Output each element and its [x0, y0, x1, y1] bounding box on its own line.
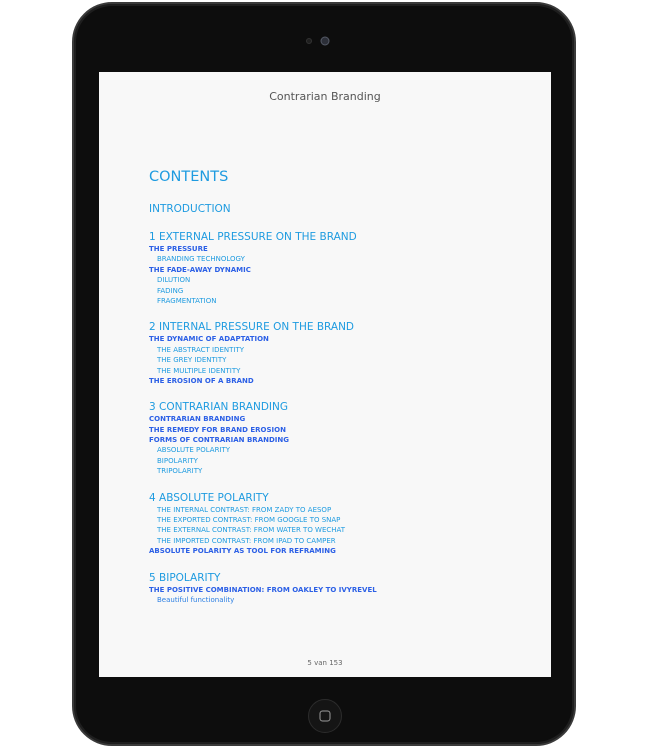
- toc-chapter-title[interactable]: 1 EXTERNAL PRESSURE ON THE BRAND: [149, 231, 357, 243]
- toc-subsection-link[interactable]: BIPOLARITY: [157, 456, 198, 465]
- toc-subsection-link[interactable]: FADING: [157, 286, 184, 295]
- toc-chapter-title[interactable]: 2 INTERNAL PRESSURE ON THE BRAND: [149, 321, 355, 334]
- toc-heading: CONTENTS: [149, 169, 229, 185]
- chapter-list: [149, 231, 531, 605]
- toc-section-link[interactable]: THE FADE-AWAY DYNAMIC: [149, 265, 251, 274]
- toc-subsection-link[interactable]: THE EXTERNAL CONTRAST: FROM WATER TO WECHAT: [157, 526, 346, 535]
- front-camera-icon: [321, 37, 330, 46]
- toc-chapter: [149, 572, 531, 606]
- toc-subsection-link[interactable]: DILUTION: [157, 276, 191, 285]
- toc-section-link[interactable]: FORMS OF CONTRARIAN BRANDING: [149, 436, 289, 445]
- toc-subsection-link[interactable]: THE EXPORTED CONTRAST: FROM GOOGLE TO SNAP: [157, 516, 341, 525]
- toc-chapter: [149, 401, 531, 476]
- toc-subsection-link[interactable]: TRIPOLARITY: [157, 467, 203, 476]
- toc-section-link[interactable]: THE PRESSURE: [149, 245, 208, 253]
- toc-section-link[interactable]: CONTRARIAN BRANDING: [149, 415, 246, 424]
- toc-subsection-link[interactable]: Beautiful functionality: [157, 595, 235, 604]
- home-button[interactable]: [308, 699, 342, 733]
- toc-subsection-link[interactable]: THE ABSTRACT IDENTITY: [157, 345, 245, 354]
- toc-chapter-title[interactable]: 5 BIPOLARITY: [149, 571, 221, 584]
- toc-chapter-title[interactable]: 3 CONTRARIAN BRANDING: [149, 401, 288, 414]
- toc-chapter-title[interactable]: 4 ABSOLUTE POLARITY: [149, 491, 269, 504]
- toc-chapter: [149, 231, 531, 306]
- toc-subsection-link[interactable]: THE GREY IDENTITY: [157, 356, 227, 365]
- toc-link-introduction[interactable]: INTRODUCTION: [149, 203, 231, 215]
- toc-subsection-link[interactable]: THE IMPORTED CONTRAST: FROM IPAD TO CAMPER: [157, 536, 336, 545]
- ebook-screen[interactable]: [99, 72, 551, 677]
- toc-chapter: [149, 321, 531, 386]
- table-of-contents: [149, 167, 531, 605]
- toc-subsection-link[interactable]: THE MULTIPLE IDENTITY: [157, 366, 241, 375]
- page-indicator: 5 van 153: [307, 659, 343, 667]
- toc-section-link[interactable]: THE DYNAMIC OF ADAPTATION: [149, 335, 269, 344]
- toc-subsection-link[interactable]: ABSOLUTE POLARITY: [157, 446, 231, 455]
- toc-chapter: [149, 492, 531, 557]
- toc-section-link[interactable]: THE EROSION OF A BRAND: [149, 376, 254, 385]
- toc-section-link[interactable]: ABSOLUTE POLARITY AS TOOL FOR REFRAMING: [149, 547, 336, 556]
- toc-section-link[interactable]: THE REMEDY FOR BRAND EROSION: [149, 425, 286, 434]
- toc-subsection-link[interactable]: THE INTERNAL CONTRAST: FROM ZADY TO AESOP: [157, 505, 332, 514]
- book-title: Contrarian Branding: [269, 90, 381, 103]
- proximity-sensor: [306, 38, 312, 44]
- toc-section-link[interactable]: THE POSITIVE COMBINATION: FROM OAKLEY TO IVYREVEL: [149, 585, 377, 594]
- toc-subsection-link[interactable]: BRANDING TECHNOLOGY: [157, 255, 245, 264]
- home-square-icon: [320, 711, 331, 722]
- toc-subsection-link[interactable]: FRAGMENTATION: [157, 296, 217, 305]
